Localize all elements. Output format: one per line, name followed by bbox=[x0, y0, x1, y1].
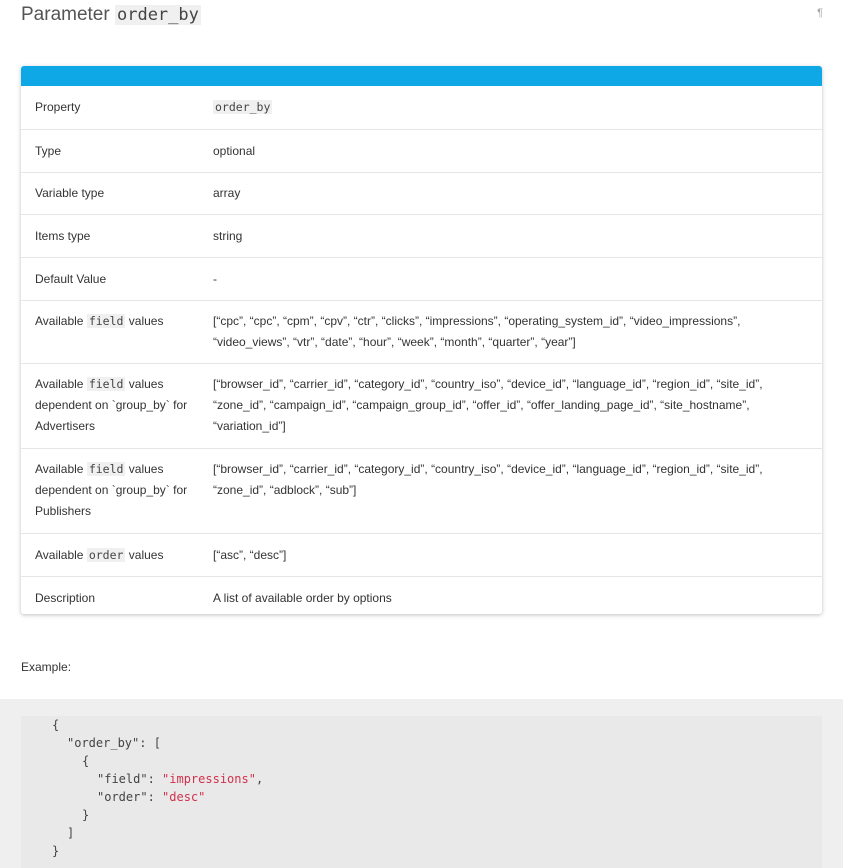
table-row-items-type bbox=[21, 215, 822, 258]
label-text: values bbox=[128, 314, 164, 328]
label-text: Available bbox=[35, 377, 84, 391]
table-row-field-values-advertisers bbox=[21, 364, 822, 449]
row-label: Description bbox=[35, 590, 96, 605]
table-row-property bbox=[21, 86, 822, 130]
row-value: optional bbox=[213, 143, 256, 158]
row-value: [“browser_id”, “carrier_id”, “category_id”, “country_iso”, “device_id”, “language_id”, “region_id”, “site_id”, “zone_id”, “campaign_id”, “campaign_group_id”, “offer_id”, “offer_landing_page_id”, “site_hostname”, “variation_id”] bbox=[213, 377, 763, 433]
page-title-code: order_by bbox=[116, 5, 199, 25]
code-string: "desc" bbox=[162, 790, 206, 804]
label-text: Available bbox=[35, 314, 84, 328]
code-line: { bbox=[52, 718, 60, 732]
table-row-default-value bbox=[21, 258, 822, 301]
label-text: values dependent on `group_by` for Advertisers bbox=[35, 377, 188, 433]
row-value: - bbox=[213, 271, 217, 286]
field-code: field bbox=[88, 462, 124, 476]
code-line: { bbox=[82, 754, 90, 768]
label-text: values dependent on `group_by` for Publishers bbox=[35, 462, 188, 518]
code-key: "field": bbox=[97, 772, 163, 786]
field-code: field bbox=[88, 314, 124, 328]
row-value: A list of available order by options bbox=[213, 590, 392, 605]
row-value: [“browser_id”, “carrier_id”, “category_id”, “country_iso”, “device_id”, “language_id”, “region_id”, “site_id”, “zone_id”, “adblock”, “sub”] bbox=[213, 462, 763, 497]
table-row-order-values bbox=[21, 534, 822, 577]
row-label: Type bbox=[35, 143, 62, 158]
row-label: Items type bbox=[35, 228, 91, 243]
table-row-field-values-publishers bbox=[21, 449, 822, 534]
parameter-table bbox=[21, 66, 822, 614]
page-title bbox=[21, 3, 201, 27]
table-row-type bbox=[21, 130, 822, 173]
code-line bbox=[97, 788, 205, 806]
code-line: "order_by": [ bbox=[67, 736, 161, 750]
row-value bbox=[213, 97, 822, 118]
code-line: } bbox=[52, 844, 60, 858]
order-code: order bbox=[88, 547, 124, 562]
row-label bbox=[21, 459, 213, 533]
row-value: string bbox=[213, 228, 243, 243]
code-line: } bbox=[82, 808, 90, 822]
code-example-section bbox=[0, 699, 843, 868]
code-line bbox=[97, 770, 263, 788]
label-text: Available bbox=[35, 547, 84, 562]
row-label bbox=[21, 311, 213, 363]
code-string: "impressions" bbox=[162, 772, 256, 786]
row-label: Default Value bbox=[35, 271, 107, 286]
code-key: "order": bbox=[97, 790, 163, 804]
property-code: order_by bbox=[215, 100, 271, 114]
row-value: array bbox=[213, 186, 241, 200]
pilcrow-icon[interactable]: ¶ bbox=[817, 7, 823, 19]
table-row-description bbox=[21, 577, 822, 614]
table-row-variable-type bbox=[21, 173, 822, 215]
row-label bbox=[21, 374, 213, 448]
code-line: ] bbox=[67, 826, 75, 840]
row-label: Property bbox=[35, 100, 81, 114]
page-title-prefix: Parameter bbox=[21, 4, 110, 25]
code-punct: , bbox=[255, 772, 264, 786]
field-code: field bbox=[88, 377, 124, 391]
code-block bbox=[21, 716, 822, 868]
table-header-bar bbox=[21, 66, 822, 86]
label-text: values bbox=[128, 547, 164, 562]
table-row-field-values bbox=[21, 301, 822, 364]
row-label: Variable type bbox=[35, 186, 105, 200]
row-label bbox=[21, 545, 213, 566]
example-label: Example: bbox=[21, 660, 72, 674]
label-text: Available bbox=[35, 462, 84, 476]
row-value: [“asc”, “desc”] bbox=[213, 547, 287, 562]
row-value: [“cpc”, “cpc”, “cpm”, “cpv”, “ctr”, “clicks”, “impressions”, “operating_system_id”, “video_impressions”, “video_views”, “vtr”, “date”, “hour”, “week”, “month”, “quarter”, “year”] bbox=[213, 314, 741, 349]
